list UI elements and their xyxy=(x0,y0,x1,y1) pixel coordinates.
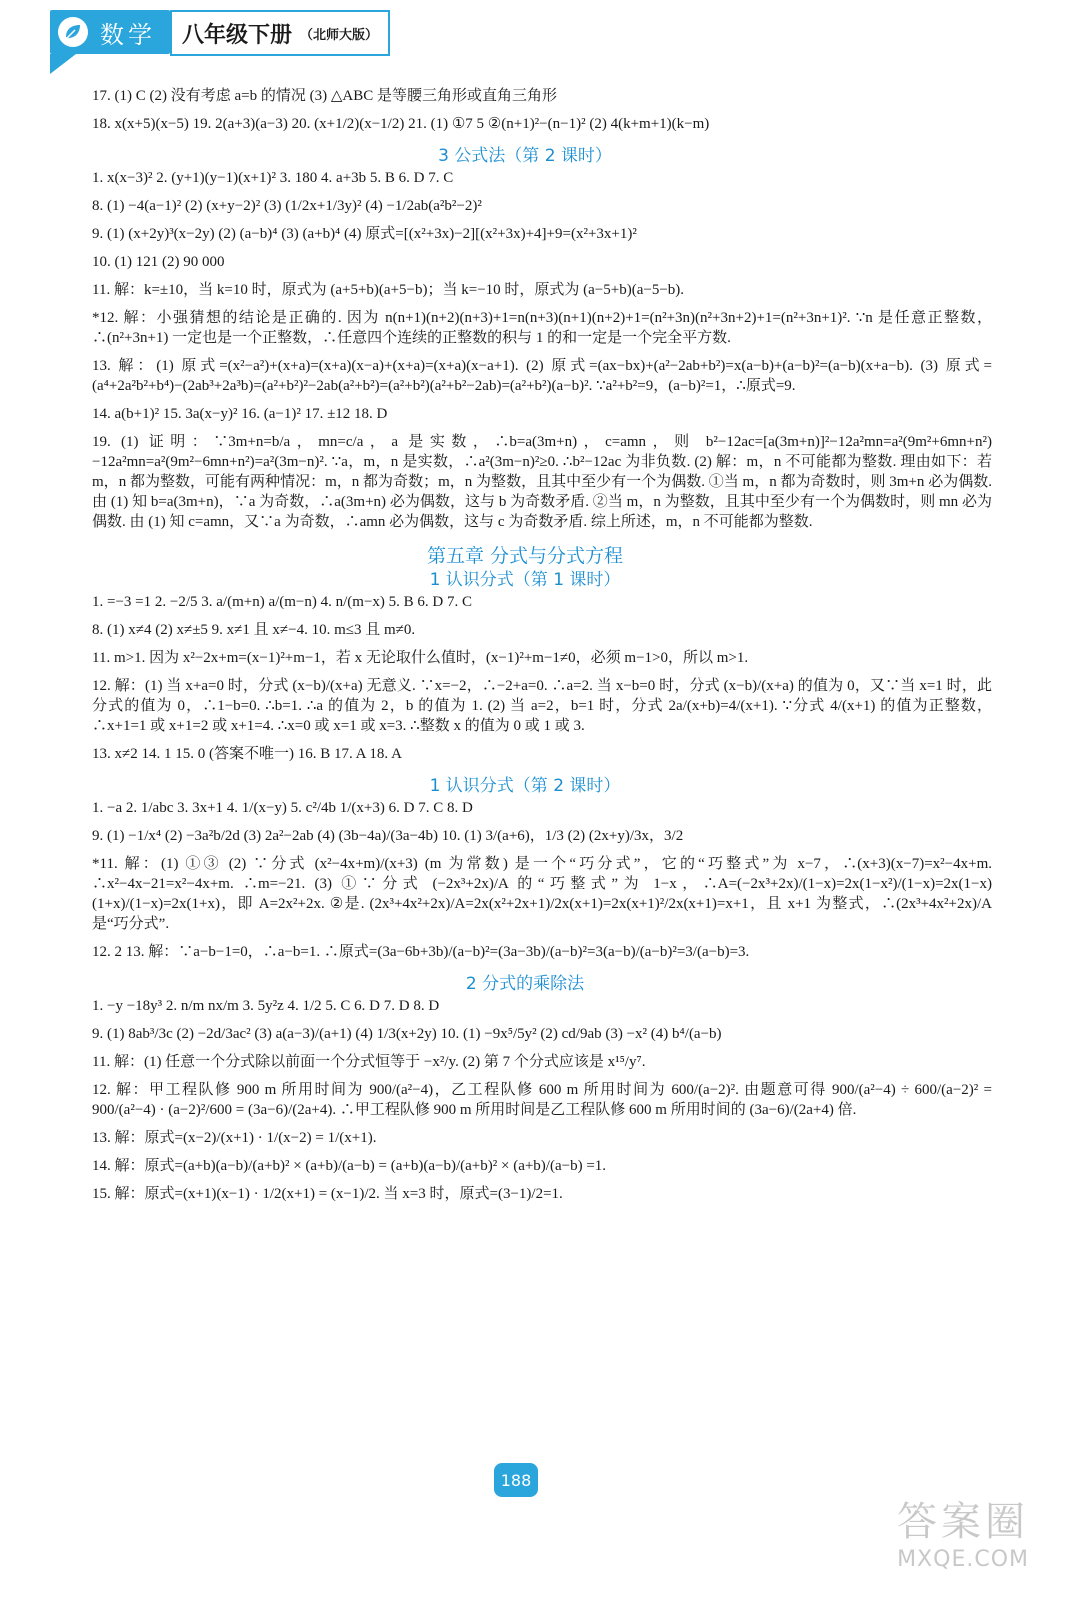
answer-line: 1. −a 2. 1/abc 3. 3x+1 4. 1/(x−y) 5. c²/4b 1/(x+3) 6. D 7. C 8. D xyxy=(92,800,473,816)
page-header xyxy=(50,6,420,66)
answer-content xyxy=(58,86,992,1212)
answer-line: 9. (1) −1/x⁴ (2) −3a²b/2d (3) 2a²−2ab (4) (3b−4a)/(3a−4b) 10. (1) 3/(a+6)，1/3 (2) (2x+y)/3x，3/2 xyxy=(92,828,684,844)
section-heading: 3 公式法（第 2 课时） xyxy=(438,146,612,166)
answer-line: 12. 2 13. 解：∵a−b−1=0，∴a−b=1. ∴原式=(3a−6b+3b)/(a−b)²=(3a−3b)/(a−b)²=3(a−b)/(a−b)²=3/(a−b)=3. xyxy=(92,944,750,960)
answer-paragraph: 13. 解：(1) 原式=(x²−a²)+(x+a)=(x+a)(x−a)+(x+a)=(x+a)(x−a+1). (2) 原式=(ax−bx)+(a²−2ab+b²)=x(a−b)+(a−b)²=(a−b)(x+a−b). (3) 原式=(a⁴+2a²b²+b⁴)−(2ab³+2a³b)=(a²+b²)²−2ab(a²+b²)=(a²+b²)(a²+b²−2ab)=(a²+b²)(a−b)². ∵a²+b²=9，(a−b)²=1，∴原式=9. xyxy=(92,358,992,394)
watermark-url: MXQE.COM xyxy=(897,1547,1029,1572)
answer-paragraph: *12. 解：小强猜想的结论是正确的. 因为 n(n+1)(n+2)(n+3)+1=n(n+3)(n+1)(n+2)+1=(n²+3n)(n²+3n+2)+1=(n²+3n+1)². ∵n 是任意正整数，∴(n²+3n+1) 一定也是一个正整数，∴任意四个连续的正整数的积与 1 的和一定是一个完全平方数. xyxy=(92,310,992,346)
watermark xyxy=(829,1490,1029,1580)
answer-line: 8. (1) x≠4 (2) x≠±5 9. x≠1 且 x≠−4. 10. m≤3 且 m≠0. xyxy=(92,622,416,638)
answer-paragraph: 12. 解：(1) 当 x+a=0 时，分式 (x−b)/(x+a) 无意义. ∵x=−2，∴−2+a=0. ∴a=2. 当 x−b=0 时，分式 (x−b)/(x+a) 的值为 0，又∵当 x=1 时，此分式的值为 0，∴1−b=0. ∴b=1. ∴a 的值为 2，b 的值为 1. (2) 当 a=2，b=1 时，分式 2a/(x+b)=4/(x+1). ∵分式 4/(x+1) 的值为正整数，∴x+1=1 或 x+1=2 或 x+1=4. ∴x=0 或 x=1 或 x=3. ∴整数 x 的值为 0 或 1 或 3. xyxy=(92,678,992,734)
answer-line: 9. (1) (x+2y)³(x−2y) (2) (a−b)⁴ (3) (a+b)⁴ (4) 原式=[(x²+3x)−2][(x²+3x)+4]+9=(x²+3x+1)² xyxy=(92,226,637,242)
section-heading: 2 分式的乘除法 xyxy=(465,974,585,994)
answer-line: 13. x≠2 14. 1 15. 0 (答案不唯一) 16. B 17. A 18. A xyxy=(92,746,402,762)
subject-tag xyxy=(50,10,170,54)
answer-paragraph: 19. (1) 证明：∵3m+n=b/a，mn=c/a，a 是实数，∴b=a(3m+n)，c=amn，则 b²−12ac=[a(3m+n)]²−12a²mn=a²(9m²+6mn+n²)−12a²mn=a²(9m²−6mn+n²)=a²(3m−n)². ∵a，m，n 是实数，∴a²(3m−n)²≥0. ∴b²−12ac 为非负数. (2) 解：m，n 不可能都为整数. 理由如下：若 m，n 都为整数，可能有两种情况：m，n 都为奇数；m，n 为整数，且其中至少有一个为偶数. ①当 m，n 都为奇数时，则 3m+n 必为偶数. 由 (1) 知 b=a(3m+n)，∵a 为奇数，∴a(3m+n) 必为偶数，这与 b 为奇数矛盾. ②当 m，n 为整数，且其中至少有一个为偶数时，则 mn 必为偶数. 由 (1) 知 c=amn，又∵a 为奇数，∴amn 必为偶数，这与 c 为奇数矛盾. 综上所述，m，n 不可能都为整数. xyxy=(92,434,992,530)
header-tail xyxy=(50,54,76,74)
edition-label: （北师大版） xyxy=(300,27,379,43)
answer-line: 9. (1) 8ab³/3c (2) −2d/3ac² (3) a(a−3)/(a+1) (4) 1/3(x+2y) 10. (1) −9x⁵/5y² (2) cd/9ab (3) −x² (4) b⁴/(a−b) xyxy=(92,1026,722,1042)
watermark-logo-text: 答案圈 xyxy=(897,1499,1029,1545)
grade-box xyxy=(170,10,390,56)
subject-label: 数学 xyxy=(100,20,156,49)
answer-paragraph: 12. 解：甲工程队修 900 m 所用时间为 900/(a²−4)，乙工程队修 600 m 所用时间为 600/(a−2)². 由题意可得 900/(a²−4) ÷ 600/(a−2)² = 900/(a²−4) · (a−2)²/600 = (3a−6)/(2a+4). ∴甲工程队修 900 m 所用时间是乙工程队修 600 m 所用时间的 (3a−6)/(2a+4) 倍. xyxy=(92,1082,992,1118)
page-number: 188 xyxy=(494,1463,538,1497)
answer-line: 13. 解：原式=(x−2)/(x+1) · 1/(x−2) = 1/(x+1). xyxy=(92,1130,377,1146)
answer-line: 1. x(x−3)² 2. (y+1)(y−1)(x+1)² 3. 180 4. a+3b 5. B 6. D 7. C xyxy=(92,170,454,186)
answer-line: 11. 解：(1) 任意一个分式除以前面一个分式恒等于 −x²/y. (2) 第 7 个分式应该是 x¹⁵/y⁷. xyxy=(92,1054,646,1070)
section-heading: 1 认识分式（第 2 课时） xyxy=(429,776,621,796)
section-heading: 1 认识分式（第 1 课时） xyxy=(429,570,621,590)
answer-paragraph: *11. 解：(1) ①③ (2) ∵分式 (x²−4x+m)/(x+3) (m 为常数) 是一个“巧分式”，它的“巧整式”为 x−7，∴(x+3)(x−7)=x²−4x+m. ∴x²−4x−21=x²−4x+m. ∴m=−21. (3) ①∵分式 (−2x³+2x)/A 的“巧整式”为 1−x，∴A=(−2x³+2x)/(1−x)=2x(1−x²)/(1−x)=2x(1−x)(1+x)/(1−x)=2x(1+x)，即 A=2x²+2x. ②是. (2x³+4x²+2x)/A=2x(x²+2x+1)/2x(x+1)=2x(x+1)²/2x(x+1)=x+1，且 x+1 为整式，∴(2x³+4x²+2x)/A 是“巧分式”. xyxy=(92,856,992,932)
answer-line: 1. =−3 =1 2. −2/5 3. a/(m+n) a/(m−n) 4. n/(m−x) 5. B 6. D 7. C xyxy=(92,594,473,610)
grade-label: 八年级下册 xyxy=(182,22,293,48)
answer-line: 14. a(b+1)² 15. 3a(x−y)² 16. (a−1)² 17. ±12 18. D xyxy=(92,406,388,422)
chapter-heading: 第五章 分式与分式方程 xyxy=(426,545,624,567)
answer-line: 1. −y −18y³ 2. n/m nx/m 3. 5y²z 4. 1/2 5. C 6. D 7. D 8. D xyxy=(92,998,440,1014)
answer-line: 8. (1) −4(a−1)² (2) (x+y−2)² (3) (1/2x+1/3y)² (4) −1/2ab(a²b²−2)² xyxy=(92,198,482,214)
answer-line: 11. 解：k=±10，当 k=10 时，原式为 (a+5+b)(a+5−b)；当 k=−10 时，原式为 (a−5+b)(a−5−b). xyxy=(92,282,685,298)
answer-line: 10. (1) 121 (2) 90 000 xyxy=(92,254,225,270)
answer-line: 17. (1) C (2) 没有考虑 a=b 的情况 (3) △ABC 是等腰三角形或直角三角形 xyxy=(92,88,557,104)
answer-line: 11. m>1. 因为 x²−2x+m=(x−1)²+m−1，若 x 无论取什么值时，(x−1)²+m−1≠0，必须 m−1>0，所以 m>1. xyxy=(92,650,749,666)
answer-line: 15. 解：原式=(x+1)(x−1) · 1/2(x+1) = (x−1)/2. 当 x=3 时，原式=(3−1)/2=1. xyxy=(92,1186,563,1202)
leaf-icon xyxy=(58,17,88,47)
answer-line: 18. x(x+5)(x−5) 19. 2(a+3)(a−3) 20. (x+1/2)(x−1/2) 21. (1) ①7 5 ②(n+1)²−(n−1)² (2) 4(k+m+1)(k−m) xyxy=(92,116,710,132)
answer-line: 14. 解：原式=(a+b)(a−b)/(a+b)² × (a+b)/(a−b) = (a+b)(a−b)/(a+b)² × (a+b)/(a−b) =1. xyxy=(92,1158,607,1174)
